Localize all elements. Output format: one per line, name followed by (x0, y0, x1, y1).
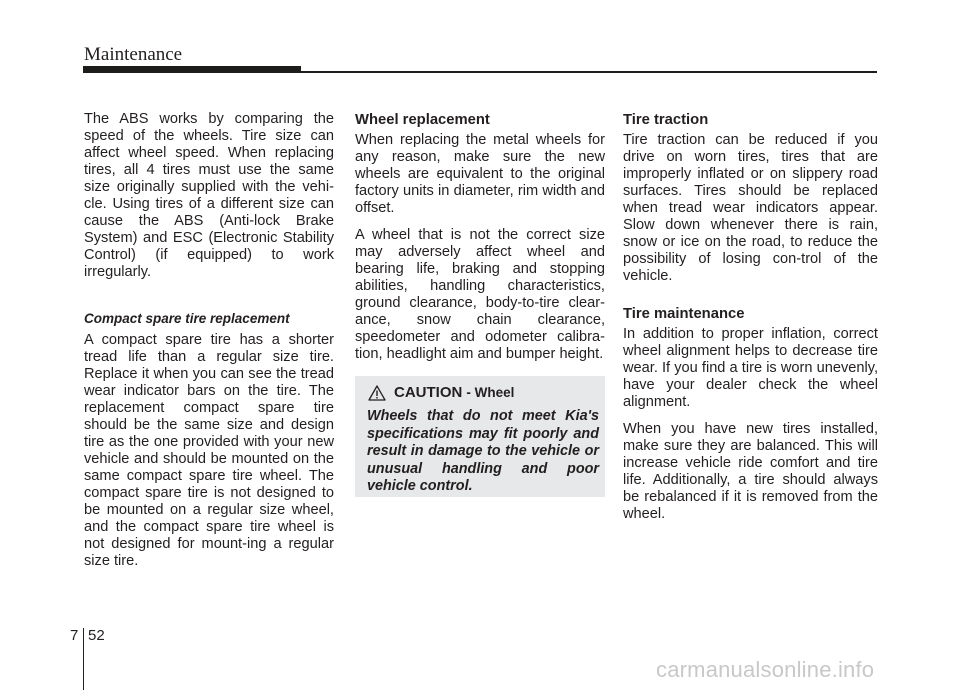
chapter-number: 7 (70, 627, 79, 644)
caution-title: CAUTION (394, 384, 463, 401)
compact-spare-heading: Compact spare tire replacement (84, 311, 290, 326)
header-rule-thin (301, 71, 877, 73)
tire-maintenance-paragraph-2: When you have new tires installed, make sure they are balanced. This will increase vehicle ride comfort and tire life. Additionally, a tire should always be rebalanced if it is removed from the wheel. (623, 421, 878, 522)
caution-subtitle: - Wheel (466, 385, 515, 400)
warning-triangle-icon (368, 385, 386, 401)
column-left (84, 111, 334, 580)
tire-maintenance-paragraph-1: In addition to proper inflation, correct wheel alignment helps to decrease tire wear. If you find a tire is worn unevenly, have your dealer check the wheel alignment. (623, 326, 878, 410)
wheel-replacement-paragraph-1: When replacing the metal wheels for any reason, make sure the new wheels are equivalent to the original factory units in diameter, rim width and offset. (355, 132, 605, 216)
watermark: carmanualsonline.info (656, 657, 875, 682)
page-number: 52 (88, 627, 105, 644)
header-rule-thick (83, 66, 301, 73)
abs-paragraph: The ABS works by comparing the speed of the wheels. Tire size can affect wheel speed. When replacing tires, all 4 tires must use the same size originally supplied with the vehi-cle. Using tires of a different size can cause the ABS (Anti-lock Brake System) and ESC (Electronic Stability Control) (if equipped) to work irregularly. (84, 111, 334, 280)
page-section-title: Maintenance (84, 44, 183, 65)
tire-traction-heading: Tire traction (623, 112, 709, 128)
column-middle (355, 111, 605, 373)
spacer (84, 291, 334, 310)
caution-body: Wheels that do not meet Kia's specifications may fit poorly and result in damage to the vehicle or unusual handling and poor vehicle control. (367, 408, 599, 495)
caution-box (355, 376, 605, 497)
tire-traction-paragraph: Tire traction can be reduced if you drive on worn tires, tires that are improperly inflated or on slippery road surfaces. Tires should be replaced when tread wear indicators appear. Slow down whenever there is rain, snow or ice on the road, to reduce the possibility of losing con-trol of the vehicle. (623, 132, 878, 284)
column-right (623, 111, 878, 533)
wheel-replacement-paragraph-2: A wheel that is not the correct size may adversely affect wheel and bearing life, braking and stopping abilities, handling characteristics, ground clearance, body-to-tire clear-ance, snow chain clearance, speedometer and odometer calibra-tion, headlight aim and bumper height. (355, 227, 605, 362)
footer-divider (83, 628, 84, 690)
wheel-replacement-heading: Wheel replacement (355, 112, 490, 128)
caution-header (368, 384, 514, 401)
compact-spare-paragraph: A compact spare tire has a shorter tread life than a regular size tire. Replace it when you can see the tread wear indicator bars on the tire. The replacement compact spare tire should be the same size and design tire as the one provided with your new vehicle and should be mounted on the same compact spare tire wheel. The compact spare tire is not designed to be mounted on a regular size wheel, and the compact spare tire wheel is not designed for mount-ing a regular size tire. (84, 332, 334, 569)
tire-maintenance-heading: Tire maintenance (623, 306, 745, 322)
